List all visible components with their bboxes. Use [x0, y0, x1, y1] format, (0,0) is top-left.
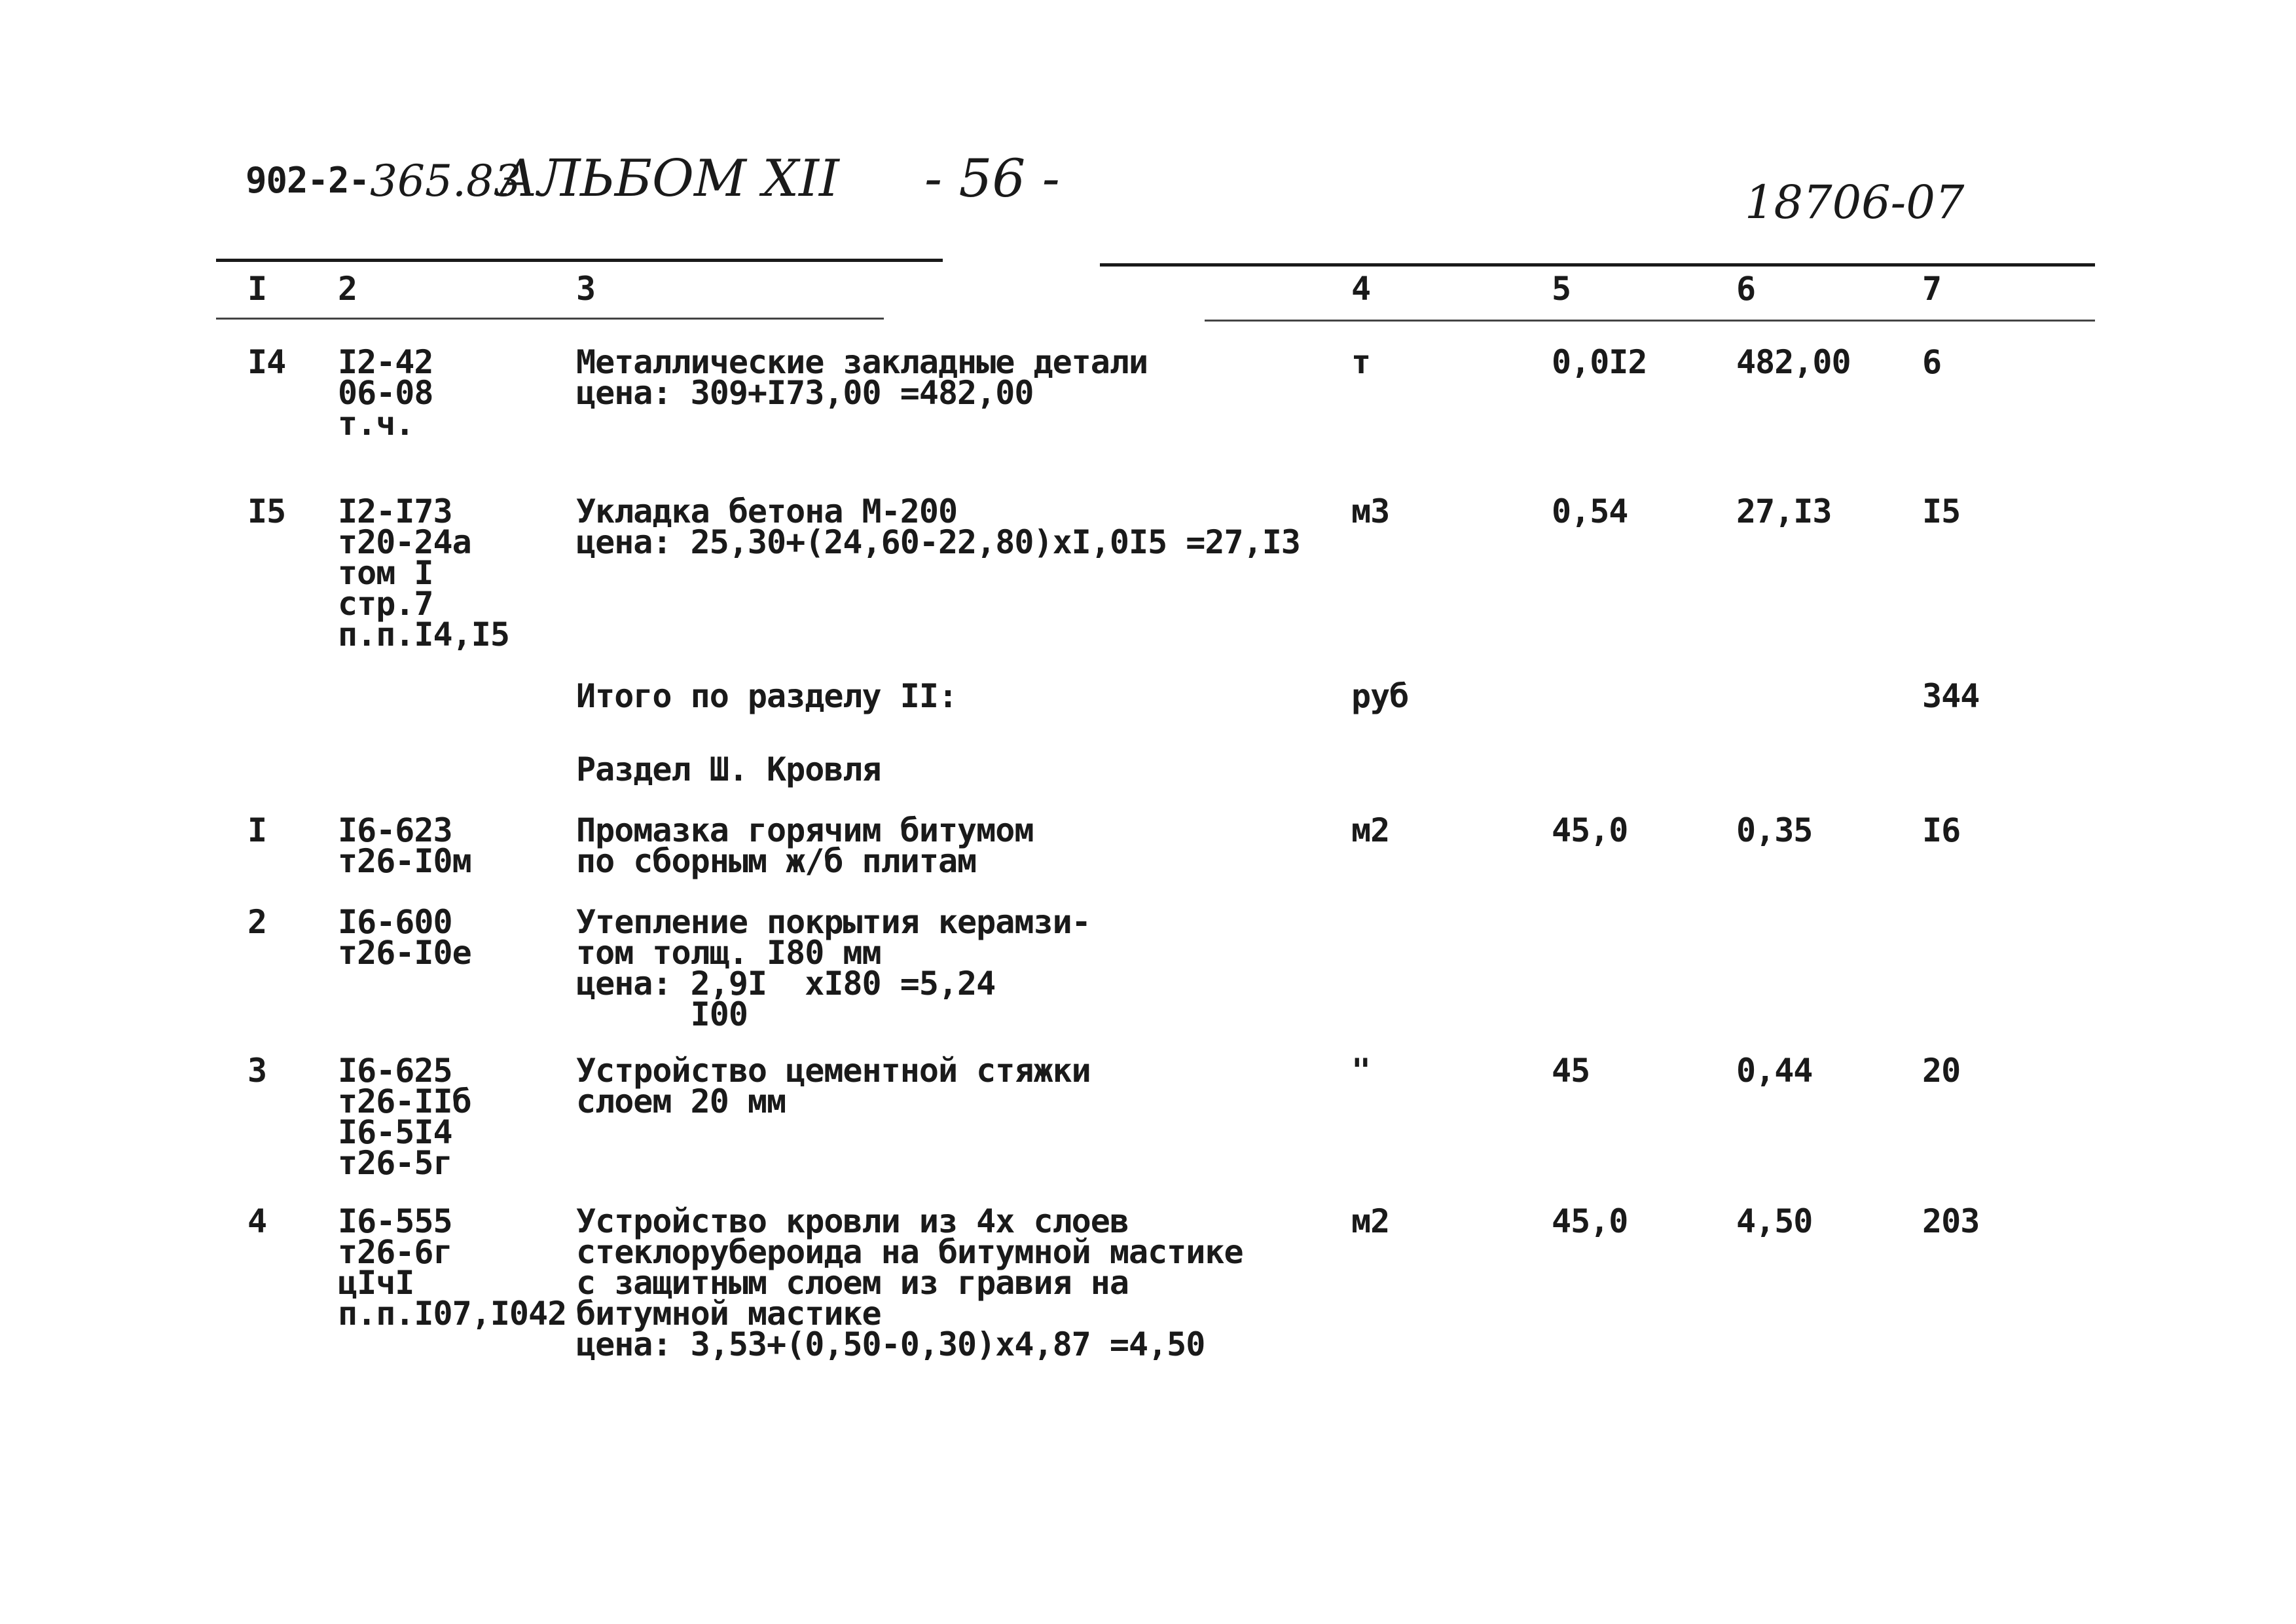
norm-code: том I: [338, 554, 433, 592]
norm-code: 06-08: [338, 374, 433, 412]
drawing-code-handwritten: 365.83: [370, 156, 521, 206]
total-cost: 344: [1922, 677, 1980, 715]
norm-code: т.ч.: [338, 405, 414, 443]
row-number: 3: [247, 1052, 267, 1090]
unit: т: [1351, 343, 1371, 381]
work-description: Утепление покрытия керамзи-: [576, 903, 1091, 941]
drawing-code: 902-2-: [246, 160, 370, 201]
work-description: Промазка горячим битумом: [576, 811, 1034, 849]
norm-code: I6-5I4: [338, 1113, 452, 1151]
page-number: - 56 -: [924, 148, 1060, 209]
total-cost: 6: [1922, 343, 1942, 381]
norm-code: цIчI: [338, 1264, 414, 1302]
work-description: цена: 25,30+(24,60-22,80)хI,0I5 =27,I3: [576, 523, 1300, 561]
norm-code: т26-I0м: [338, 842, 471, 880]
norm-code: т26-I0е: [338, 934, 471, 972]
work-description: Металлические закладные детали: [576, 343, 1148, 381]
column-header-2: 2: [338, 270, 357, 308]
table-header-rule-left: [216, 318, 884, 320]
work-description: том толщ. I80 мм: [576, 934, 881, 972]
norm-code: стр.7: [338, 585, 433, 623]
norm-code: т26-6г: [338, 1233, 452, 1271]
table-top-rule-right: [1100, 263, 2095, 267]
work-description: Укладка бетона М-200: [576, 492, 958, 530]
column-header-5: 5: [1552, 270, 1571, 308]
quantity: 45,0: [1552, 811, 1628, 849]
total-cost: I5: [1922, 492, 1961, 530]
section-title: Раздел Ш. Кровля: [576, 750, 881, 788]
unit-price: 0,35: [1736, 811, 1813, 849]
unit: ": [1351, 1052, 1371, 1090]
work-description: цена: 2,9I хI80 =5,24: [576, 965, 996, 1003]
table-top-rule-left: [216, 259, 943, 262]
total-cost: 20: [1922, 1052, 1961, 1090]
work-description: стеклорубероида на битумной мастике: [576, 1233, 1243, 1271]
row-number: 2: [247, 903, 267, 941]
unit-price: 4,50: [1736, 1202, 1813, 1240]
row-number: 4: [247, 1202, 267, 1240]
row-number: I: [247, 811, 267, 849]
column-header-3: 3: [576, 270, 596, 308]
work-description: битумной мастике: [576, 1295, 881, 1333]
total-cost: 203: [1922, 1202, 1980, 1240]
quantity: 0,54: [1552, 492, 1628, 530]
column-header-4: 4: [1351, 270, 1371, 308]
work-description: цена: 3,53+(0,50-0,30)х4,87 =4,50: [576, 1325, 1205, 1363]
album-label: АЛЬБОМ XII: [499, 149, 839, 208]
work-description: Устройство цементной стяжки: [576, 1052, 1091, 1090]
norm-code: I2-42: [338, 343, 433, 381]
quantity: 45,0: [1552, 1202, 1628, 1240]
norm-code: т20-24а: [338, 523, 471, 561]
work-description: Итого по разделу II:: [576, 677, 958, 715]
unit: руб: [1351, 677, 1409, 715]
unit: м2: [1351, 1202, 1390, 1240]
table-header-rule-right: [1205, 320, 2095, 322]
work-description: по сборным ж/б плитам: [576, 842, 977, 880]
norm-code: п.п.I4,I5: [338, 616, 509, 654]
row-number: I5: [247, 492, 286, 530]
row-number: I4: [247, 343, 286, 381]
work-description: цена: 309+I73,00 =482,00: [576, 374, 1034, 412]
work-description: с защитным слоем из гравия на: [576, 1264, 1129, 1302]
document-number: 18706-07: [1745, 175, 1965, 229]
column-header-1: I: [247, 270, 267, 308]
unit-price: 0,44: [1736, 1052, 1813, 1090]
norm-code: I6-625: [338, 1052, 452, 1090]
unit-price: 27,I3: [1736, 492, 1832, 530]
work-description: Устройство кровли из 4х слоев: [576, 1202, 1129, 1240]
work-description: I00: [576, 995, 748, 1033]
column-header-7: 7: [1922, 270, 1942, 308]
norm-code: т26-5г: [338, 1144, 452, 1182]
norm-code: п.п.I07,I042: [338, 1295, 567, 1333]
unit: м3: [1351, 492, 1390, 530]
unit-price: 482,00: [1736, 343, 1851, 381]
norm-code: т26-IIб: [338, 1082, 471, 1120]
quantity: 0,0I2: [1552, 343, 1647, 381]
norm-code: I6-600: [338, 903, 452, 941]
work-description: слоем 20 мм: [576, 1082, 786, 1120]
norm-code: I6-555: [338, 1202, 452, 1240]
total-cost: I6: [1922, 811, 1961, 849]
norm-code: I6-623: [338, 811, 452, 849]
column-header-6: 6: [1736, 270, 1756, 308]
unit: м2: [1351, 811, 1390, 849]
quantity: 45: [1552, 1052, 1590, 1090]
norm-code: I2-I73: [338, 492, 452, 530]
